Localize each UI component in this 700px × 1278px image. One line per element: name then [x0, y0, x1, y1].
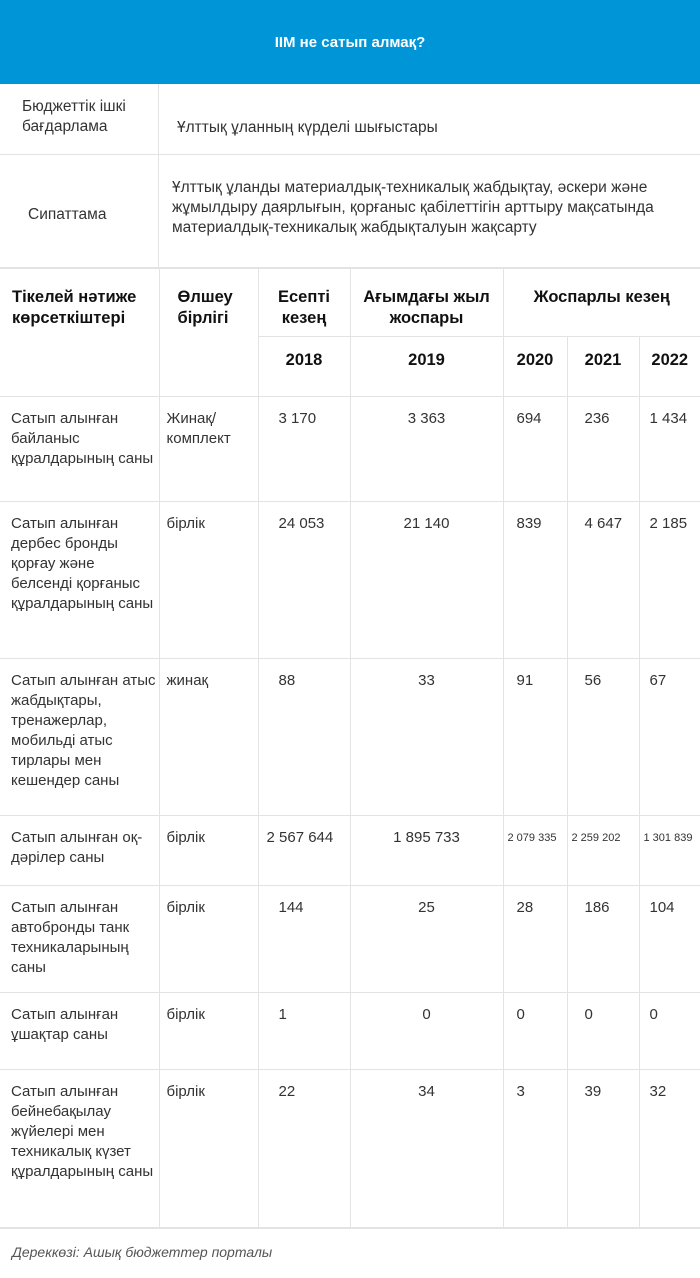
- program-value: Ұлттық ұланның күрделі шығыстары: [177, 119, 438, 136]
- row-value-2020: 0: [503, 993, 567, 1070]
- row-value-2022: 1 301 839: [639, 816, 700, 886]
- row-unit: бірлік: [159, 1070, 258, 1228]
- page-header: [0, 0, 700, 84]
- row-value-2018: 88: [258, 659, 350, 816]
- year-2022: 2022: [639, 337, 700, 397]
- description-value: Ұлттық ұланды материалдық-техникалық жабдықтау, әскери және жұмылдыру даярлығын, қорғаныс қабілеттігін арттыру мақсатында материалдық-техникалық жабдықталуын жақсарту: [172, 179, 654, 236]
- row-value-2022: 0: [639, 993, 700, 1070]
- row-indicator: Сатып алынған дербес бронды қорғау және белсенді қорғаныс құралдарының саны: [0, 502, 159, 659]
- row-unit: жинақ: [159, 659, 258, 816]
- row-value-2019: 21 140: [350, 502, 503, 659]
- year-2021: 2021: [567, 337, 639, 397]
- row-value-2018: 144: [258, 886, 350, 993]
- row-value-2022: 104: [639, 886, 700, 993]
- table-row: [0, 993, 700, 1070]
- row-value-2019: 3 363: [350, 397, 503, 502]
- table-row: [0, 397, 700, 502]
- row-value-2022: 1 434: [639, 397, 700, 502]
- header-row: [0, 269, 700, 337]
- header-indicator: Тікелей нәтиже көрсеткіштері: [0, 269, 159, 397]
- row-value-2018: 1: [258, 993, 350, 1070]
- indicators-table: [0, 268, 700, 1228]
- row-value-2022: 67: [639, 659, 700, 816]
- row-value-2020: 3: [503, 1070, 567, 1228]
- row-value-2018: 22: [258, 1070, 350, 1228]
- row-indicator: Сатып алынған ұшақтар саны: [0, 993, 159, 1070]
- row-value-2021: 0: [567, 993, 639, 1070]
- page-title: ІІМ не сатып алмақ?: [274, 33, 426, 51]
- row-value-2020: 694: [503, 397, 567, 502]
- row-value-2019: 33: [350, 659, 503, 816]
- row-value-2021: 56: [567, 659, 639, 816]
- row-value-2019: 0: [350, 993, 503, 1070]
- row-value-2020: 839: [503, 502, 567, 659]
- table-row: [0, 886, 700, 993]
- table-row: [0, 816, 700, 886]
- row-value-2021: 2 259 202: [567, 816, 639, 886]
- row-value-2022: 32: [639, 1070, 700, 1228]
- row-value-2020: 2 079 335: [503, 816, 567, 886]
- table-row: [0, 502, 700, 659]
- row-value-2018: 3 170: [258, 397, 350, 502]
- row-indicator: Сатып алынған автобронды танк техникаларының саны: [0, 886, 159, 993]
- row-indicator: Сатып алынған оқ-дәрілер саны: [0, 816, 159, 886]
- row-indicator: Сатып алынған атыс жабдықтары, тренажерлар, мобильді атыс тирлары мен кешендер саны: [0, 659, 159, 816]
- row-indicator: Сатып алынған байланыс құралдарының саны: [0, 397, 159, 502]
- year-2020: 2020: [503, 337, 567, 397]
- year-2019: 2019: [350, 337, 503, 397]
- row-unit: бірлік: [159, 886, 258, 993]
- description-label: Сипаттама: [0, 155, 159, 267]
- row-value-2021: 186: [567, 886, 639, 993]
- description-row: [0, 155, 700, 268]
- row-unit: бірлік: [159, 502, 258, 659]
- row-value-2021: 39: [567, 1070, 639, 1228]
- year-2018: 2018: [258, 337, 350, 397]
- header-unit: Өлшеу бірлігі: [159, 269, 258, 397]
- row-value-2018: 24 053: [258, 502, 350, 659]
- row-unit: Жинақ/ комплект: [159, 397, 258, 502]
- row-unit: бірлік: [159, 993, 258, 1070]
- row-value-2019: 1 895 733: [350, 816, 503, 886]
- row-value-2020: 91: [503, 659, 567, 816]
- header-planned: Жоспарлы кезең: [503, 269, 700, 337]
- source-note: Дереккөзі: Ашық бюджеттер порталы: [0, 1228, 700, 1278]
- table-row: [0, 659, 700, 816]
- row-value-2021: 236: [567, 397, 639, 502]
- row-value-2022: 2 185: [639, 502, 700, 659]
- row-unit: бірлік: [159, 816, 258, 886]
- row-value-2018: 2 567 644: [258, 816, 350, 886]
- row-value-2019: 34: [350, 1070, 503, 1228]
- program-row: [0, 84, 700, 155]
- row-value-2019: 25: [350, 886, 503, 993]
- row-value-2021: 4 647: [567, 502, 639, 659]
- header-current: Ағымдағы жыл жоспары: [350, 269, 503, 337]
- row-value-2020: 28: [503, 886, 567, 993]
- row-indicator: Сатып алынған бейнебақылау жүйелері мен техникалық күзет құралдарының саны: [0, 1070, 159, 1228]
- header-reported: Есепті кезең: [258, 269, 350, 337]
- program-label: Бюджеттік ішкі бағдарлама: [0, 84, 159, 154]
- table-row: [0, 1070, 700, 1228]
